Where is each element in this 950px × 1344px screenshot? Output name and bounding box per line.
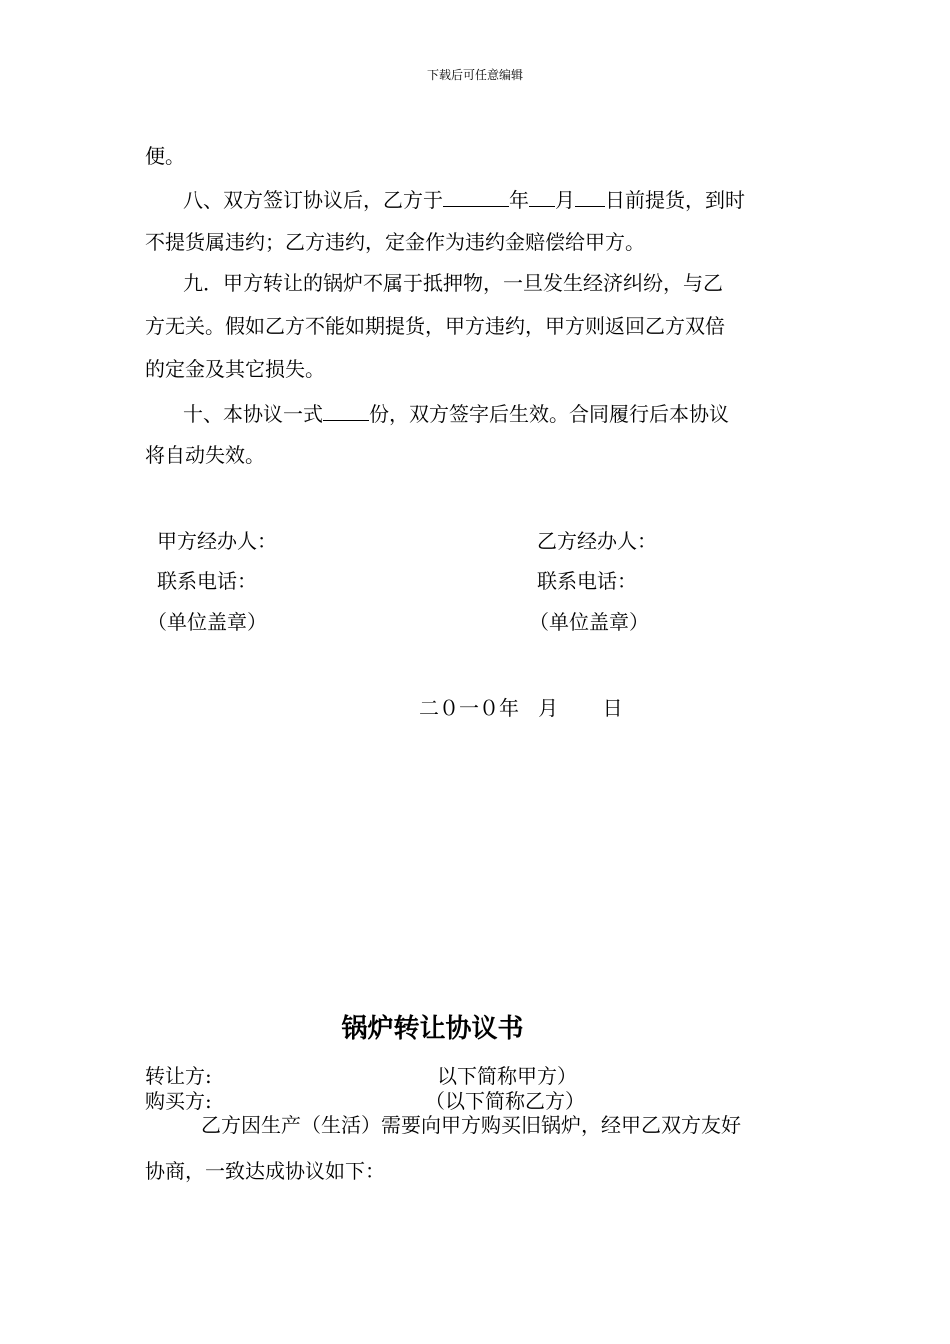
page-header: 下载后可任意编辑 [426,68,523,82]
party-b-phone-label: 联系电话： [537,569,637,593]
party-a-phone-label: 联系电话： [157,569,257,593]
party-a-agent-label: 甲方经办人： [157,529,277,553]
contract-title: 锅炉转让协议书 [341,1014,524,1044]
blank-year [443,188,509,207]
party-b-agent-label: 乙方经办人： [537,529,657,553]
clause-8-line-1 [183,188,745,210]
clause-8-text-a: 八、双方签订协议后，乙方于 [183,188,443,212]
transferor-label: 转让方: [145,1064,212,1088]
clause-8-line-2: 不提货属违约；乙方违约，定金作为违约金赔偿给甲方。 [145,230,645,254]
signing-date: 二０一０年 月 日 [419,696,623,720]
clause-8-text-d: 日前提货，到时 [605,188,745,212]
buyer-label: 购买方: [145,1089,212,1113]
clause-10-text-a: 十、本协议一式 [183,402,323,426]
blank-copies [323,402,369,421]
blank-month [529,188,555,207]
party-a-seal-label: （单位盖章） [147,610,267,634]
party-b-seal-label: （单位盖章） [529,610,649,634]
intro-line-1: 乙方因生产（生活）需要向甲方购买旧锅炉，经甲乙双方友好 [201,1113,741,1137]
blank-day [575,188,605,207]
clause-10-line-1 [183,402,729,424]
clause-9-line-2: 方无关。假如乙方不能如期提货，甲方违约，甲方则返回乙方双倍 [145,314,725,338]
transferor-note: 以下简称甲方） [437,1064,577,1088]
clause-10-text-b: 份，双方签字后生效。合同履行后本协议 [369,402,729,426]
paragraph-continuation: 便。 [145,144,185,168]
clause-9-line-3: 的定金及其它损失。 [145,357,325,381]
clause-8-text-c: 月 [555,188,575,212]
clause-8-text-b: 年 [509,188,529,212]
clause-9-line-1: 九．甲方转让的锅炉不属于抵押物，一旦发生经济纠纷，与乙 [183,271,723,295]
intro-line-2: 协商，一致达成协议如下： [145,1159,385,1183]
buyer-note: （以下简称乙方） [425,1089,585,1113]
clause-10-line-2: 将自动失效。 [145,443,265,467]
